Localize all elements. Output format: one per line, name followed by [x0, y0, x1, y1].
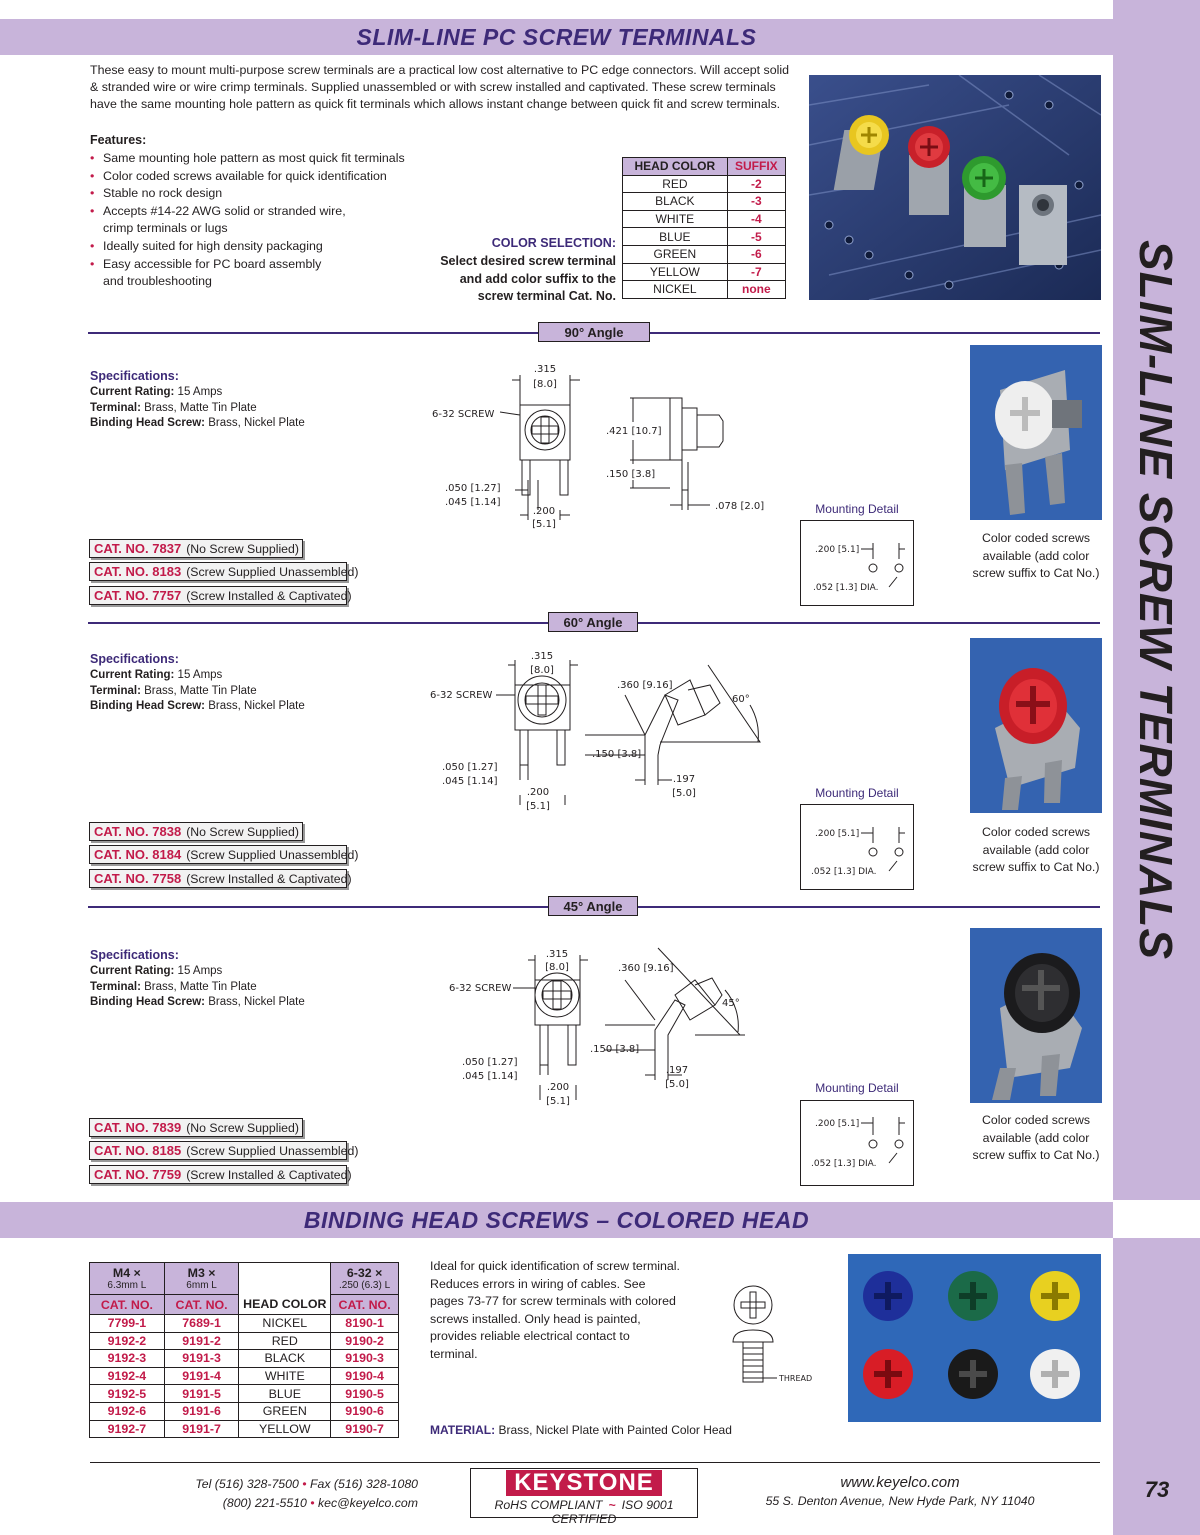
md-dim1: .200 [5.1] [815, 829, 860, 839]
dim-pitch: .200 [532, 506, 556, 517]
cat-number: CAT. NO. 7839 [94, 1120, 182, 1135]
cat-number: CAT. NO. 7757 [94, 588, 182, 603]
cat-desc: (No Screw Supplied) [186, 541, 299, 556]
dim-height: .360 [9.16] [618, 963, 674, 974]
md-dim1: .200 [5.1] [815, 1119, 860, 1129]
spec-label: Terminal: [90, 684, 141, 697]
cat-number: CAT. NO. 7837 [94, 541, 182, 556]
side-title: SLIM-LINE SCREW TERMINALS [1130, 239, 1183, 961]
footer-email[interactable]: kec@keyelco.com [318, 1496, 418, 1510]
cell: 9190-2 [331, 1332, 399, 1350]
table-row [623, 228, 786, 246]
drawing-90 [420, 360, 800, 535]
photo-45-terminal [970, 928, 1102, 1103]
color-selection-line: screw terminal Cat. No. [477, 289, 616, 304]
colored-heads-illustration [848, 1254, 1101, 1422]
spec-title: Specifications: [90, 369, 179, 383]
md-dim1: .200 [5.1] [815, 545, 860, 555]
cell-suffix: -5 [727, 228, 785, 246]
spec-value: Brass, Matte Tin Plate [144, 980, 257, 993]
cat-no-8184 [89, 845, 359, 864]
dim-width: .315 [545, 949, 569, 960]
cat-no-7837 [89, 539, 303, 558]
spec-block-90 [90, 369, 390, 432]
table-row [623, 193, 786, 211]
footer-fax: Fax (516) 328-1080 [309, 1477, 418, 1491]
table-row [90, 1420, 399, 1438]
dim-pitch: .200 [546, 1082, 570, 1093]
cat-desc: (Screw Supplied Unassembled) [186, 1143, 359, 1158]
cell-color: RED [623, 175, 728, 193]
col-suffix: SUFFIX [727, 158, 785, 176]
mounting-detail-title: Mounting Detail [815, 1081, 899, 1095]
dim-t1: .050 [1.27] [462, 1057, 518, 1068]
cell: 9192-7 [90, 1420, 165, 1438]
cell: NICKEL [239, 1315, 331, 1333]
head-yellow [1030, 1271, 1080, 1321]
cell-color: GREEN [623, 245, 728, 263]
dim-pitch: .200 [526, 787, 550, 798]
cat-desc: (No Screw Supplied) [186, 824, 299, 839]
cell-color: NICKEL [623, 281, 728, 299]
cat-no-7758 [89, 869, 352, 888]
spec-value: Brass, Matte Tin Plate [144, 684, 257, 697]
footer-dot: • [310, 1496, 315, 1510]
pcb-illustration [809, 75, 1101, 300]
terminal-photo-60 [970, 638, 1102, 813]
cell: RED [239, 1332, 331, 1350]
spec-label: Binding Head Screw: [90, 700, 206, 713]
feature-item: • Easy accessible for PC board assembly and troubleshooting [90, 256, 340, 291]
table-row [623, 175, 786, 193]
spec-value: Brass, Nickel Plate [208, 417, 305, 430]
spec-value: Brass, Nickel Plate [208, 700, 305, 713]
footer-tel: Tel (516) 328-7500 [195, 1477, 299, 1491]
angle-tag-60: 60° Angle [548, 612, 638, 632]
dim-t2: .045 [1.14] [462, 1071, 518, 1082]
md-dim2: .052 [1.3] DIA. [811, 867, 877, 877]
top-banner [0, 19, 1113, 55]
table-row [90, 1350, 399, 1368]
head-blue [863, 1271, 913, 1321]
cell: 9190-4 [331, 1367, 399, 1385]
dim-t2: .045 [1.14] [445, 497, 501, 508]
footer-dot: • [302, 1477, 307, 1491]
cell-color: YELLOW [623, 263, 728, 281]
cat-number: CAT. NO. 8184 [94, 847, 182, 862]
material-label: MATERIAL: [430, 1423, 496, 1437]
cell-color: BLACK [623, 193, 728, 211]
dim-screw: 6-32 SCREW [432, 409, 495, 420]
table-row [623, 210, 786, 228]
table-row [623, 245, 786, 263]
cat-desc: (Screw Supplied Unassembled) [186, 847, 359, 862]
dim-height2: .150 [3.8] [606, 469, 656, 480]
cat-desc: (Screw Supplied Unassembled) [186, 564, 359, 579]
cat-no-7757 [89, 586, 352, 605]
thread-label: THREAD [779, 1374, 813, 1383]
intro-text: These easy to mount multi-purpose screw terminals are a practical low cost alternative to PC edge connectors. Will accept solid & stranded wire or wire crimp terminals. Supplied unassembled or with screw installed and captivated. These screw terminals have the same mounting hole pattern as quick fit terminals which allows instant change between quick fit and screw terminals. [90, 63, 790, 111]
cell: 9190-3 [331, 1350, 399, 1368]
photo-60-terminal [970, 638, 1102, 813]
angle-tag-45: 45° Angle [548, 896, 638, 916]
page-title: SLIM-LINE PC SCREW TERMINALS [356, 23, 757, 50]
features-title: Features: [90, 133, 147, 147]
color-coded-note-90: Color coded screws available (add color screw suffix to Cat No.) [972, 531, 1100, 581]
dim-height2: .150 [3.8] [592, 749, 642, 760]
color-selection-line: Select desired screw terminal [440, 253, 616, 268]
col-length: 6.3mm L [107, 1280, 147, 1291]
rohs-text: RoHS COMPLIANT [494, 1498, 603, 1512]
cat-number: CAT. NO. 8183 [94, 564, 182, 579]
cell: 9192-3 [90, 1350, 165, 1368]
mounting-detail-box [800, 804, 914, 890]
cat-desc: (Screw Installed & Captivated) [186, 1167, 352, 1182]
dim-height: .421 [10.7] [606, 426, 662, 437]
color-coded-note-45: Color coded screws available (add color screw suffix to Cat No.) [972, 1113, 1100, 1163]
screw-drawing [715, 1280, 825, 1390]
cat-desc: (Screw Installed & Captivated) [186, 871, 352, 886]
col-head-color: HEAD COLOR [623, 158, 728, 176]
cell-suffix: -6 [727, 245, 785, 263]
dim-width: .315 [530, 651, 554, 662]
dim-offset: .197 [665, 1065, 689, 1076]
spec-label: Terminal: [90, 980, 141, 993]
mounting-detail-box [800, 1100, 914, 1186]
footer-phone: (800) 221-5510 [222, 1496, 307, 1510]
mounting-detail-drawing [801, 521, 913, 605]
drawing-45 [440, 940, 800, 1115]
cell: 9191-7 [164, 1420, 239, 1438]
dim-height2: .150 [3.8] [590, 1044, 640, 1055]
cell: 7689-1 [164, 1315, 239, 1333]
col-632 [331, 1263, 399, 1295]
col-size: M3 × [187, 1266, 216, 1280]
col-cat-header: CAT. NO. [90, 1295, 165, 1315]
material-line [430, 1423, 732, 1437]
cat-number: CAT. NO. 7838 [94, 824, 182, 839]
cat-no-7839 [89, 1118, 303, 1137]
cell: 9191-2 [164, 1332, 239, 1350]
spec-label: Current Rating: [90, 668, 175, 681]
cell: 9192-5 [90, 1385, 165, 1403]
cell: 9191-4 [164, 1367, 239, 1385]
dim-offset-mm: [5.0] [672, 788, 696, 799]
cell-color: WHITE [623, 210, 728, 228]
dim-t1: .050 [1.27] [442, 762, 498, 773]
mounting-detail-drawing [801, 1101, 913, 1185]
table-row [90, 1402, 399, 1420]
cell: 9191-5 [164, 1385, 239, 1403]
dim-width-mm: [8.0] [545, 962, 569, 973]
cell-suffix: -4 [727, 210, 785, 228]
dim-width: .315 [533, 364, 557, 375]
spec-block-45 [90, 948, 390, 1011]
cell-suffix: none [727, 281, 785, 299]
feature-item: • Stable no rock design [90, 185, 430, 203]
dim-screw: 6-32 SCREW [449, 983, 512, 994]
feature-item: • Ideally suited for high density packaging [90, 238, 430, 256]
color-selection [418, 235, 616, 306]
cell: WHITE [239, 1367, 331, 1385]
binding-description: Ideal for quick identification of screw terminal. Reduces errors in wiring of cables. See pages 73-77 for screw terminals with colored screws installed. Only head is painted, provides reliable electrical contact to terminal. [430, 1259, 680, 1361]
terminal-photo-90 [970, 345, 1102, 520]
cell: 7799-1 [90, 1315, 165, 1333]
spec-block-60 [90, 652, 390, 715]
material-value: Brass, Nickel Plate with Painted Color Head [498, 1423, 732, 1437]
cat-number: CAT. NO. 7759 [94, 1167, 182, 1182]
color-suffix-table [622, 157, 786, 299]
col-color-header: HEAD COLOR [239, 1295, 331, 1315]
cell: 8190-1 [331, 1315, 399, 1333]
side-band-gap [1113, 1200, 1200, 1238]
cell: BLACK [239, 1350, 331, 1368]
terminal-photo-45 [970, 928, 1102, 1103]
dim-t1: .050 [1.27] [445, 483, 501, 494]
feature-item: • Same mounting hole pattern as most quick fit terminals [90, 150, 430, 168]
spec-value: 15 Amps [177, 385, 223, 398]
cell-suffix: -7 [727, 263, 785, 281]
dim-t2: .045 [1.14] [442, 776, 498, 787]
logo-text: KEYSTONE [506, 1470, 662, 1496]
spec-label: Binding Head Screw: [90, 417, 206, 430]
cell: 9192-2 [90, 1332, 165, 1350]
color-coded-note-60: Color coded screws available (add color screw suffix to Cat No.) [972, 825, 1100, 875]
footer-website[interactable]: www.keyelco.com [840, 1474, 960, 1491]
col-length: 6mm L [186, 1280, 217, 1291]
cell: 9192-6 [90, 1402, 165, 1420]
footer-address [760, 1473, 1040, 1511]
cell-suffix: -2 [727, 175, 785, 193]
cat-number: CAT. NO. 7758 [94, 871, 182, 886]
cell: 9190-6 [331, 1402, 399, 1420]
dim-thickness: .078 [2.0] [715, 501, 765, 512]
cell: GREEN [239, 1402, 331, 1420]
dim-width-mm: [8.0] [530, 665, 554, 676]
spec-label: Binding Head Screw: [90, 996, 206, 1009]
spec-title: Specifications: [90, 948, 179, 962]
head-green [948, 1271, 998, 1321]
mounting-detail-title: Mounting Detail [815, 502, 899, 516]
head-white [1030, 1349, 1080, 1399]
photo-90-terminal [970, 345, 1102, 520]
dim-offset: .197 [672, 774, 696, 785]
screw-catalog-table [89, 1262, 399, 1438]
cat-number: CAT. NO. 8185 [94, 1143, 182, 1158]
dim-width-mm: [8.0] [533, 379, 557, 390]
spec-title: Specifications: [90, 652, 179, 666]
head-red [863, 1349, 913, 1399]
color-selection-line: and add color suffix to the [459, 271, 616, 286]
dim-pitch-mm: [5.1] [532, 519, 556, 530]
md-dim2: .052 [1.3] DIA. [813, 583, 879, 593]
drawing-60 [420, 645, 800, 820]
footer-rule [90, 1462, 1100, 1463]
cell: 9191-3 [164, 1350, 239, 1368]
cell: 9191-6 [164, 1402, 239, 1420]
table-row [90, 1367, 399, 1385]
table-row [623, 281, 786, 299]
logo-tilde: ~ [608, 1498, 616, 1512]
col-cat-header: CAT. NO. [164, 1295, 239, 1315]
cell: 9190-5 [331, 1385, 399, 1403]
cell: YELLOW [239, 1420, 331, 1438]
table-row [90, 1385, 399, 1403]
col-length: .250 (6.3) L [339, 1280, 391, 1291]
spec-value: Brass, Matte Tin Plate [144, 401, 257, 414]
page-number: 73 [1144, 1477, 1170, 1502]
cell-suffix: -3 [727, 193, 785, 211]
section-title: BINDING HEAD SCREWS – COLORED HEAD [303, 1206, 810, 1233]
keystone-logo [470, 1469, 698, 1497]
head-black [948, 1349, 998, 1399]
footer-street: 55 S. Denton Avenue, New Hyde Park, NY 11040 [765, 1494, 1035, 1508]
mounting-detail-title: Mounting Detail [815, 786, 899, 800]
table-row [90, 1332, 399, 1350]
angle-tag-90: 90° Angle [538, 322, 650, 342]
footer-contact [150, 1475, 418, 1513]
col-cat-header: CAT. NO. [331, 1295, 399, 1315]
table-row [623, 263, 786, 281]
iso-text: ISO 9001 CERTIFIED [551, 1498, 674, 1526]
cell-color: BLUE [623, 228, 728, 246]
spec-value: 15 Amps [177, 668, 223, 681]
cat-no-8185 [89, 1141, 359, 1160]
dim-angle: 45° [722, 998, 740, 1009]
dim-angle: 60° [732, 694, 750, 705]
md-dim2: .052 [1.3] DIA. [811, 1159, 877, 1169]
certifications [470, 1498, 698, 1526]
hero-photo [809, 75, 1101, 300]
mounting-detail-box [800, 520, 914, 606]
bottom-banner [0, 1202, 1113, 1238]
features-list [90, 150, 430, 291]
mounting-detail-drawing [801, 805, 913, 889]
cat-no-8183 [89, 562, 359, 581]
dim-screw: 6-32 SCREW [430, 690, 493, 701]
table-row [90, 1315, 399, 1333]
spec-label: Terminal: [90, 401, 141, 414]
spec-value: 15 Amps [177, 964, 223, 977]
col-blank [239, 1263, 331, 1295]
cell: 9190-7 [331, 1420, 399, 1438]
dim-height: .360 [9.16] [617, 680, 673, 691]
col-m3 [164, 1263, 239, 1295]
cat-desc: (No Screw Supplied) [186, 1120, 299, 1135]
cell: BLUE [239, 1385, 331, 1403]
color-selection-title: COLOR SELECTION: [491, 236, 616, 250]
dim-pitch-mm: [5.1] [526, 801, 550, 812]
dim-offset-mm: [5.0] [665, 1079, 689, 1090]
col-size: M4 × [112, 1266, 141, 1280]
cell: 9192-4 [90, 1367, 165, 1385]
cat-no-7838 [89, 822, 303, 841]
spec-label: Current Rating: [90, 964, 175, 977]
col-size: 6-32 × [346, 1266, 383, 1280]
colored-heads-photo [848, 1254, 1101, 1422]
feature-item: • Accepts #14-22 AWG solid or stranded wire, crimp terminals or lugs [90, 203, 350, 238]
cat-no-7759 [89, 1165, 352, 1184]
col-m4 [90, 1263, 165, 1295]
spec-value: Brass, Nickel Plate [208, 996, 305, 1009]
cat-desc: (Screw Installed & Captivated) [186, 588, 352, 603]
spec-label: Current Rating: [90, 385, 175, 398]
feature-item: • Color coded screws available for quick identification [90, 168, 430, 186]
dim-pitch-mm: [5.1] [546, 1096, 570, 1107]
